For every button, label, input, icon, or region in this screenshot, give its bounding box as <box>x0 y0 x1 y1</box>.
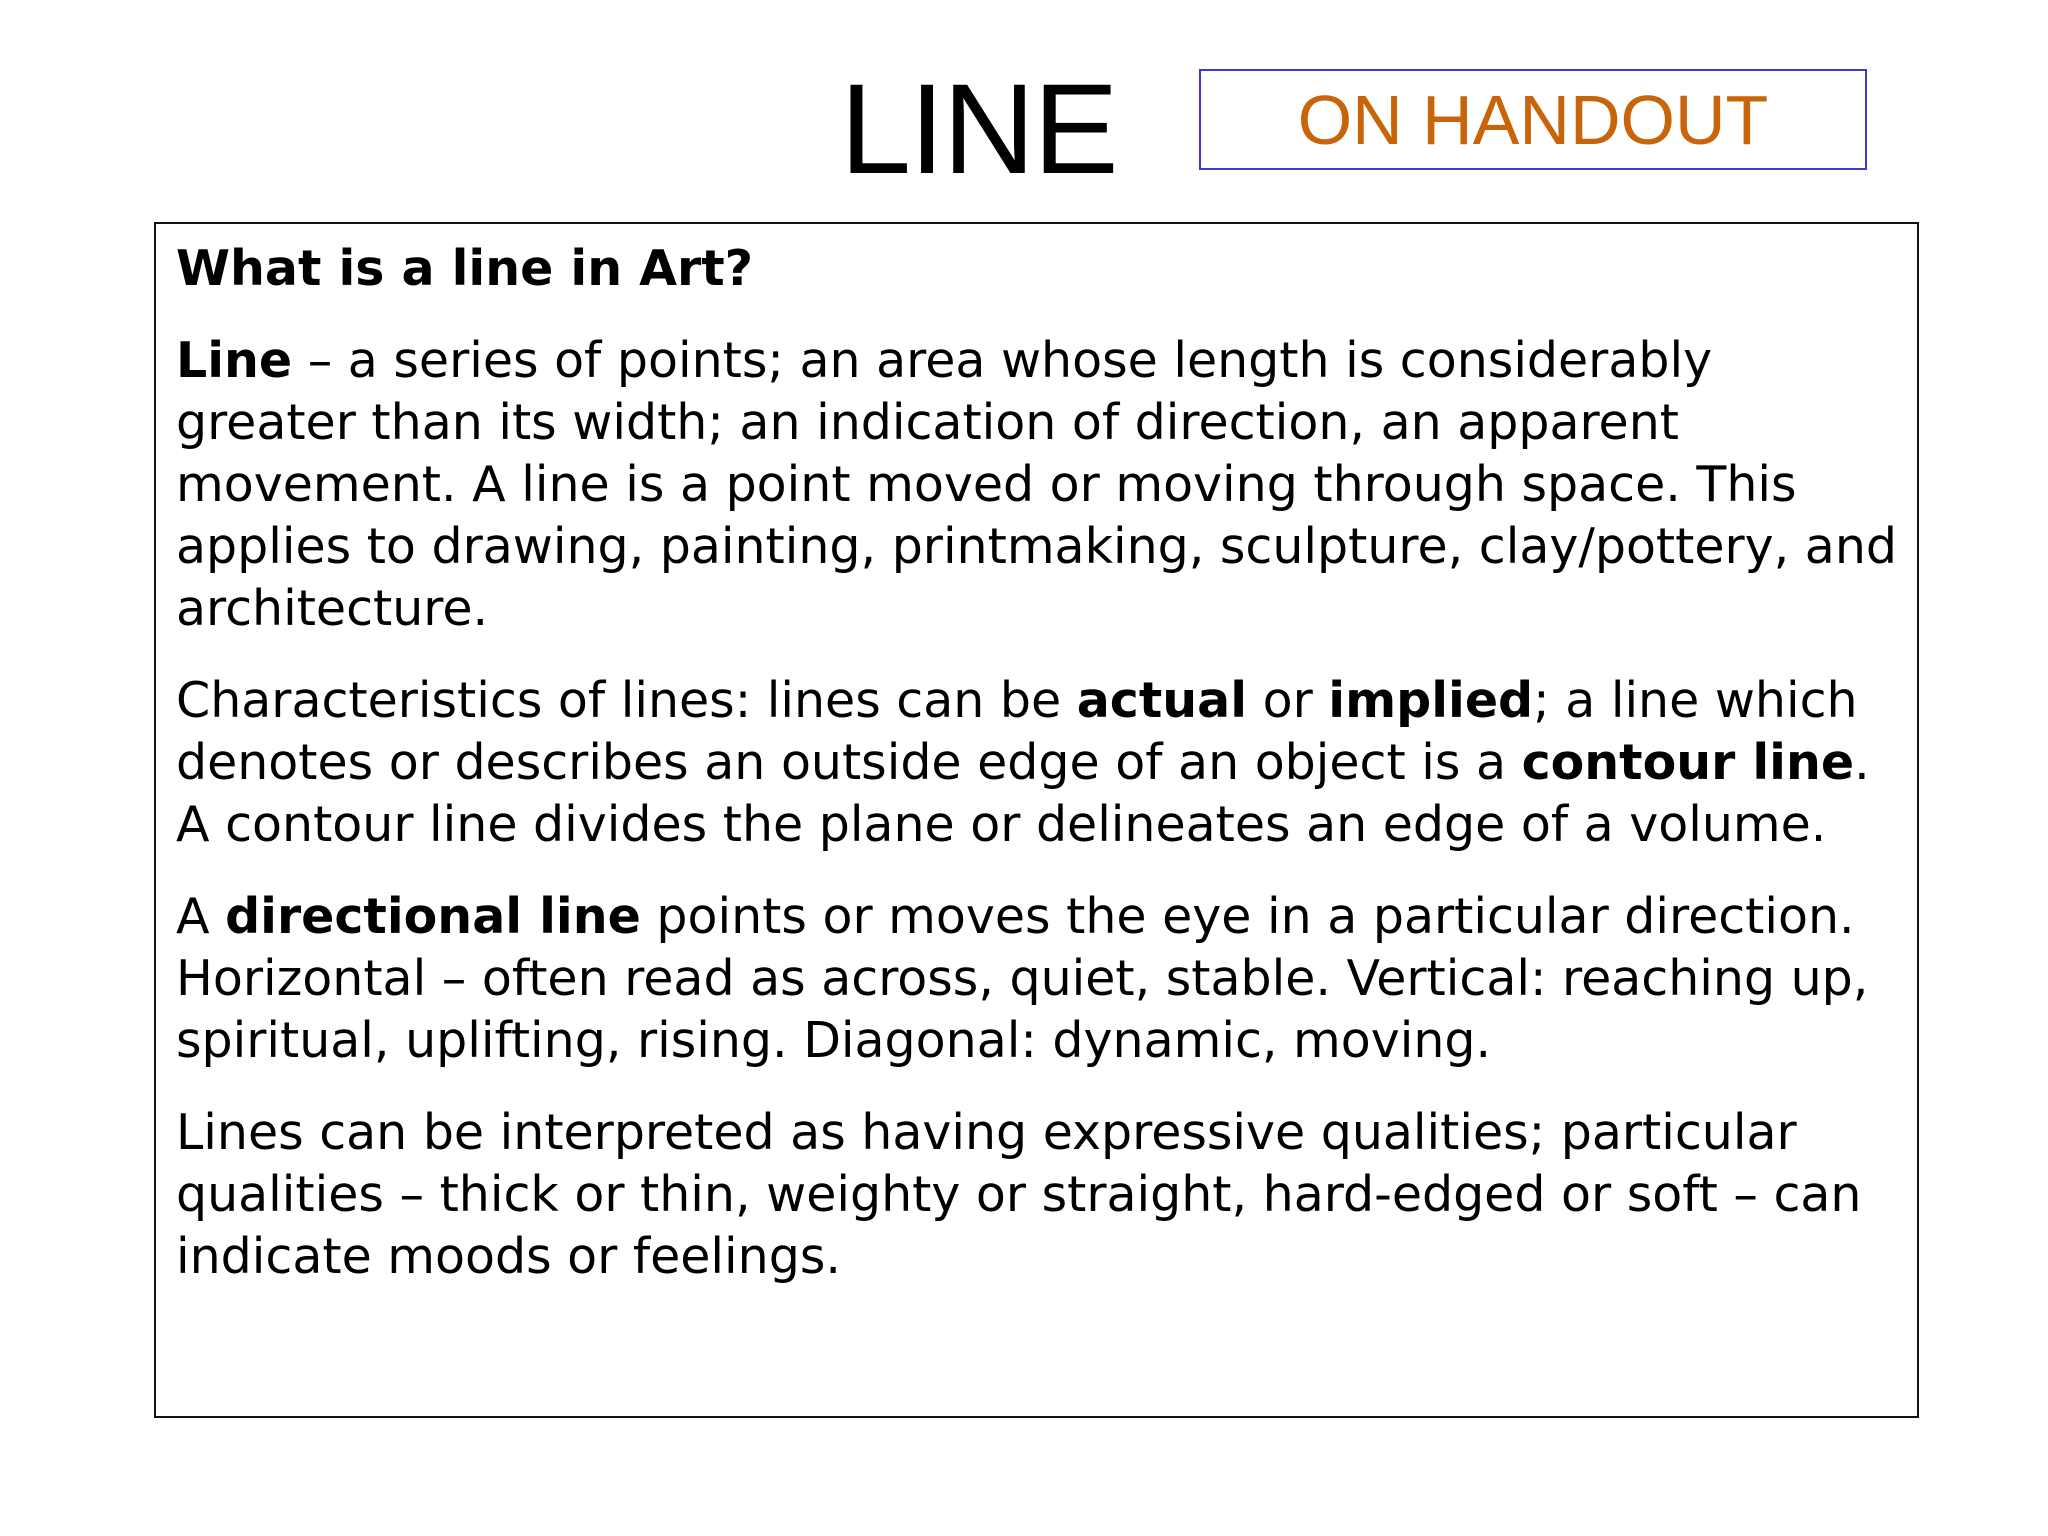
line-definition-paragraph <box>176 330 1897 640</box>
term-line: Line <box>176 332 293 389</box>
characteristics-paragraph <box>176 670 1897 856</box>
on-handout-label: ON HANDOUT <box>1297 80 1769 159</box>
expressive-qualities-paragraph: Lines can be interpreted as having expressive qualities; particular qualities – thick or thin, weighty or straight, hard-edged or soft – can indicate moods or feelings. <box>176 1104 1862 1285</box>
characteristics-text-3: ; a line which denotes or describes an outside edge of an object is a <box>176 672 1858 791</box>
characteristics-text-1: Characteristics of lines: lines can be <box>176 672 1077 729</box>
directional-text-2: points or moves the eye in a particular direction. Horizontal – often read as across, quiet, stable. Vertical: reaching up, spiritual, uplifting, rising. Diagonal: dynamic, moving. <box>176 888 1869 1069</box>
term-directional-line: directional line <box>225 888 641 945</box>
directional-text-1: A <box>176 888 226 945</box>
on-handout-badge <box>1199 69 1867 170</box>
question-heading: What is a line in Art? <box>176 240 754 297</box>
directional-line-paragraph <box>176 886 1897 1072</box>
term-implied: implied <box>1328 672 1534 729</box>
definition-box <box>154 222 1919 1418</box>
characteristics-text-2: or <box>1247 672 1329 729</box>
slide-title: LINE <box>840 58 1117 201</box>
characteristics-text-4: . A contour line divides the plane or delineates an edge of a volume. <box>176 734 1870 853</box>
term-contour-line: contour line <box>1521 734 1855 791</box>
term-actual: actual <box>1076 672 1248 729</box>
line-definition-text: – a series of points; an area whose length is considerably greater than its width; an indication of direction, an apparent movement. A line is a point moved or moving through space. This applies to drawing, painting, printmaking, sculpture, clay/pottery, and architecture. <box>176 332 1897 637</box>
